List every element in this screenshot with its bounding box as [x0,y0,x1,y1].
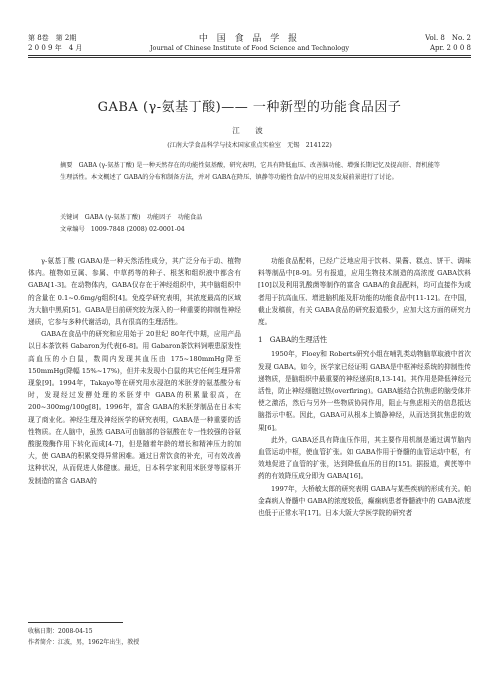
author-name: 江 波 [232,126,267,135]
keywords-block [60,212,440,235]
article-code: 文章编号 1009-7848 (2008) 02-0001-04 [60,225,185,233]
section-heading: 1 GABA的生理活性 [258,335,328,345]
running-header [28,34,471,54]
header-right [425,34,471,53]
footnote-rule [28,622,123,623]
author-affiliation: (江南大学食品科学与技术国家重点实验室 无锡 214122) [167,142,332,149]
paragraph: 1950年，Floey和 Roberts研究小组在哺乳类动物脑草取液中首次发现 GABA。如今，医学家已经证明 GABA是中枢神经系统的抑制性传递物质，是脑组织中最重要的神经递质[8,13-14]。其作用是降低神经元活性，防止神经细胞过热(overfiring)。GABA能结合抗焦虑的脑受体并使之激活，然后与另外一些物质协同作用，阻止与焦虑相关的信息抵达脑指示中枢。因此，GABA可从根本上镇静神经，从而达到抗焦虑的效果[6]。 [258,350,471,432]
journal-name-cn: 中 国 食 品 学 报 [198,34,301,44]
paragraph: 此外，GABA还具有降血压作用，其主要作用机制是通过调节脑内血管运动中枢，使血管扩张。如 GABA作用于脊髓的血管运动中枢，有效地促进了血管的扩张，达到降低血压的目的[15]。据报道，黄芪等中药的有效降压成分即为 GABA[16]。 [258,435,471,481]
header-center [28,34,471,53]
received-date: 收稿日期：2008-04-15 [28,628,93,635]
volume-issue-en: Vol. 8 No. 2 [425,34,471,42]
footnotes [28,626,241,648]
abstract: 摘要 GABA (γ-氨基丁酸) 是一种天然存在的功能性氨基酸，研究表明，它具有降低血压、改善脑功能、增强长期记忆及提高肝、肾机能等生理活性。本文概述了 GABA的分布和制备方法，并对 GABA在降压、镇静等功能性食品中的应用及发展前景进行了讨论。 [60,162,440,181]
header-rule-top [28,55,471,56]
issue-date-en: Apr. 2 0 0 8 [429,43,471,52]
journal-name-en: Journal of Chinese Institute of Food Science and Technology [149,44,350,52]
paragraph: GABA在食品中的研究和应用始于 20世纪 80年代中期，应用产品以日本茶饮料 Gabaron为代表[6-8]。用 Gabaron茶饮料饲喂患原发性高血压的小白鼠，数周内发现其血压由 175~180mmHg降至 150mmHg(降幅 15%~17%)，但并未发现小白鼠的其它任何生理异常现象[9]。1994年，Takayo等在研究用水浸泡的米胚芽的氨基酸分布时，发现经过发酵处理的米胚芽中 GABA的积累量很高，在 200~300mg/100g[8]。1996年，富含 GABA的米胚芽制品在日本实现了商业化。神经生理及神经医学的研究表明，GABA是一种重要的活性物质。在人脑中，虽然 GABA可由脑部的谷氨酸在专一性较强的谷氨酸脱羧酶作用下转化而成[4-7]，但是随着年龄的增长和精神压力的加大，使 GABA的积累变得异常困难。通过日常饮食的补充，可有效改善这种状况，从而促进人体健康。最近，日本科学家利用米胚芽等原料开发制造的富含 GABA的 [28,330,241,485]
volume-issue: 第 8卷 第 2期 [28,34,77,42]
keywords: 关键词 GABA (γ-氨基丁酸) 功能因子 功能食品 [60,214,203,221]
body-column-right [258,255,471,519]
issue-date-cn: 2 0 0 9 年 4 月 [28,43,83,52]
header-rule-bottom [28,57,471,58]
paragraph: 1997年，大桥敏太郎的研究表明 GABA与某些疾病的形成有关。帕金森病人脊髓中 GABA的浓度较低，癫痫病患者脊髓液中的 GABA浓度也低于正常水平[17]。日本大阪大学医学院的研究者 [258,484,471,518]
paragraph: γ-氨基丁酸 (GABA)是一种天然活性成分，其广泛分布于动、植物体内。植物如豆属、参属、中草药等的种子、根茎和组织液中都含有 GABA[1-3]。在动物体内，GABA仅存在于神经组织中，其中脑组织中的含量在 0.1~0.6mg/g组织[4]。免疫学研究表明，其浓度最高的区域为大脑中黑质[5]。GABA是目前研究较为深入的一种重要的抑制性神经递质，它参与多种代谢活动，具有很高的生理活性。 [28,257,241,327]
paragraph: 功能食品配料，已经广泛地应用于饮料、果酱、糕点、饼干、调味料等制品中[8-9]。另有报道，应用生物技术制造的高浓度 GABA饮料[10]以及利用乳酸菌等制作的富含 GABA的食品配料，均可直接作为或者用于抗高血压、增进脑机能及肝功能的功能食品中[11-12]。在中国，截止发稿前，有关 GABA食品的研究报道极少，应加大这方面的研究力度。 [258,257,471,327]
body-column-left [28,255,241,487]
author-bio: 作者简介：江波，男，1962年出生，教授 [28,639,140,646]
article-title: GABA (γ-氨基丁酸)—— 一种新型的功能食品因子 [97,100,402,115]
